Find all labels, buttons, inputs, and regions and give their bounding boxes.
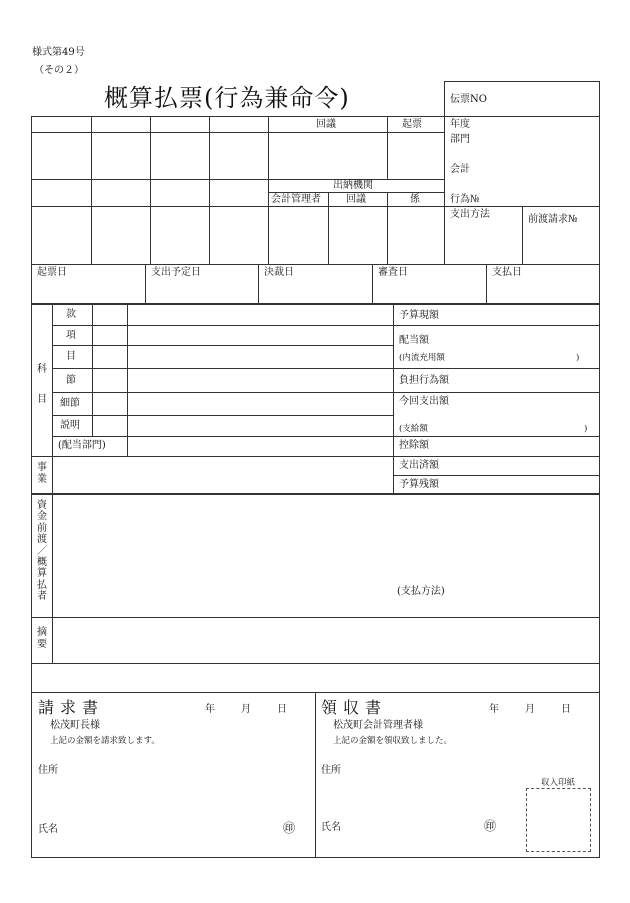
date-shishutsu-yotei: 支出予定日 [151, 267, 201, 278]
budget-zandaka: 予算残額 [399, 479, 439, 490]
kamoku-saisetsu: 細節 [60, 398, 80, 409]
seikyu-day: 日 [277, 704, 287, 715]
kihyo-label: 起票 [402, 119, 422, 130]
maewatashi-label: 前渡請求№ [528, 214, 578, 225]
blank-row [31, 663, 600, 693]
kaigi-label: 回議 [316, 119, 336, 130]
budget-close1: ) [576, 353, 580, 363]
kaikei-kanrisha-label: 会計管理者 [271, 194, 321, 205]
budget-shikyu: (支給額 [399, 424, 428, 434]
ryoshu-year: 年 [489, 704, 499, 715]
budget-shishutsu-zumi: 支出済額 [399, 460, 439, 471]
ryoshu-address: 住所 [321, 765, 341, 776]
slip-no-label: 伝票NO [450, 94, 487, 105]
ryoshu-day: 日 [561, 704, 571, 715]
tekiyo-label: 摘要 [37, 627, 47, 650]
bumon-label: 部門 [450, 134, 470, 145]
budget-futan: 負担行為額 [399, 375, 449, 386]
kaigi2-label: 回議 [346, 194, 366, 205]
budget-konkai: 今回支出額 [399, 396, 449, 407]
ryoshu-month: 月 [525, 704, 535, 715]
date-shinsa: 審査日 [378, 267, 408, 278]
kamoku-moku: 目 [66, 351, 76, 362]
kamoku-label: 科目 [37, 364, 47, 405]
budget-uchiryuyou: (内流充用額 [399, 353, 445, 363]
ryoshu-text: 上記の金額を領収致しました。 [333, 736, 453, 746]
kamoku-block [31, 304, 600, 494]
kamoku-kan: 款 [66, 309, 76, 320]
kakari-label: 係 [410, 194, 420, 205]
seikyu-name: 氏名 [38, 824, 58, 835]
shiharai-houhou-label: 支出方法 [450, 209, 490, 220]
ryoshu-to: 松茂町会計管理者様 [333, 720, 423, 731]
kaikei-label: 会計 [450, 164, 470, 175]
ryoshu-seal: ㊞ [484, 819, 497, 833]
payee-block [31, 494, 600, 618]
form-sub: （その２） [34, 65, 84, 76]
date-shiharai: 支払日 [492, 267, 522, 278]
budget-close2: ) [584, 424, 588, 434]
approval-grid [31, 116, 600, 265]
nendo-label: 年度 [450, 119, 470, 130]
budget-koujo: 控除額 [399, 440, 429, 451]
tekiyo-block [31, 617, 600, 664]
seikyu-address: 住所 [38, 765, 58, 776]
kamoku-kou: 項 [66, 330, 76, 341]
date-kessai: 決裁日 [264, 267, 294, 278]
payee-label: 資金前渡／概算払者 [37, 500, 47, 603]
budget-genyoso: 予算現額 [399, 310, 439, 321]
kamoku-setsumei: 説明 [60, 420, 80, 431]
seikyu-month: 月 [241, 704, 251, 715]
seikyu-year: 年 [205, 704, 215, 715]
payee-method: (支払方法) [397, 586, 445, 597]
jigyo-label: 事業 [37, 462, 47, 485]
date-kihyo: 起票日 [37, 267, 67, 278]
budget-haitou: 配当額 [399, 335, 429, 346]
revenue-stamp-box [526, 788, 591, 852]
seikyu-seal: ㊞ [283, 821, 296, 835]
seikyu-title: 請求書 [38, 698, 105, 717]
ryoshu-name: 氏名 [321, 822, 341, 833]
seikyu-to: 松茂町長様 [50, 720, 100, 731]
kamoku-haitou-bumon: (配当部門) [58, 440, 106, 451]
page-title: 概算払票(行為兼命令) [104, 84, 350, 112]
stamp-label: 収入印紙 [541, 778, 576, 788]
koui-no-label: 行為№ [450, 194, 480, 205]
seikyu-text: 上記の金額を請求致します。 [50, 736, 160, 746]
suitou-label: 出納機関 [333, 180, 373, 191]
form-number: 様式第49号 [32, 47, 85, 58]
kamoku-setsu: 節 [66, 375, 76, 386]
ryoshu-title: 領収書 [321, 698, 388, 717]
